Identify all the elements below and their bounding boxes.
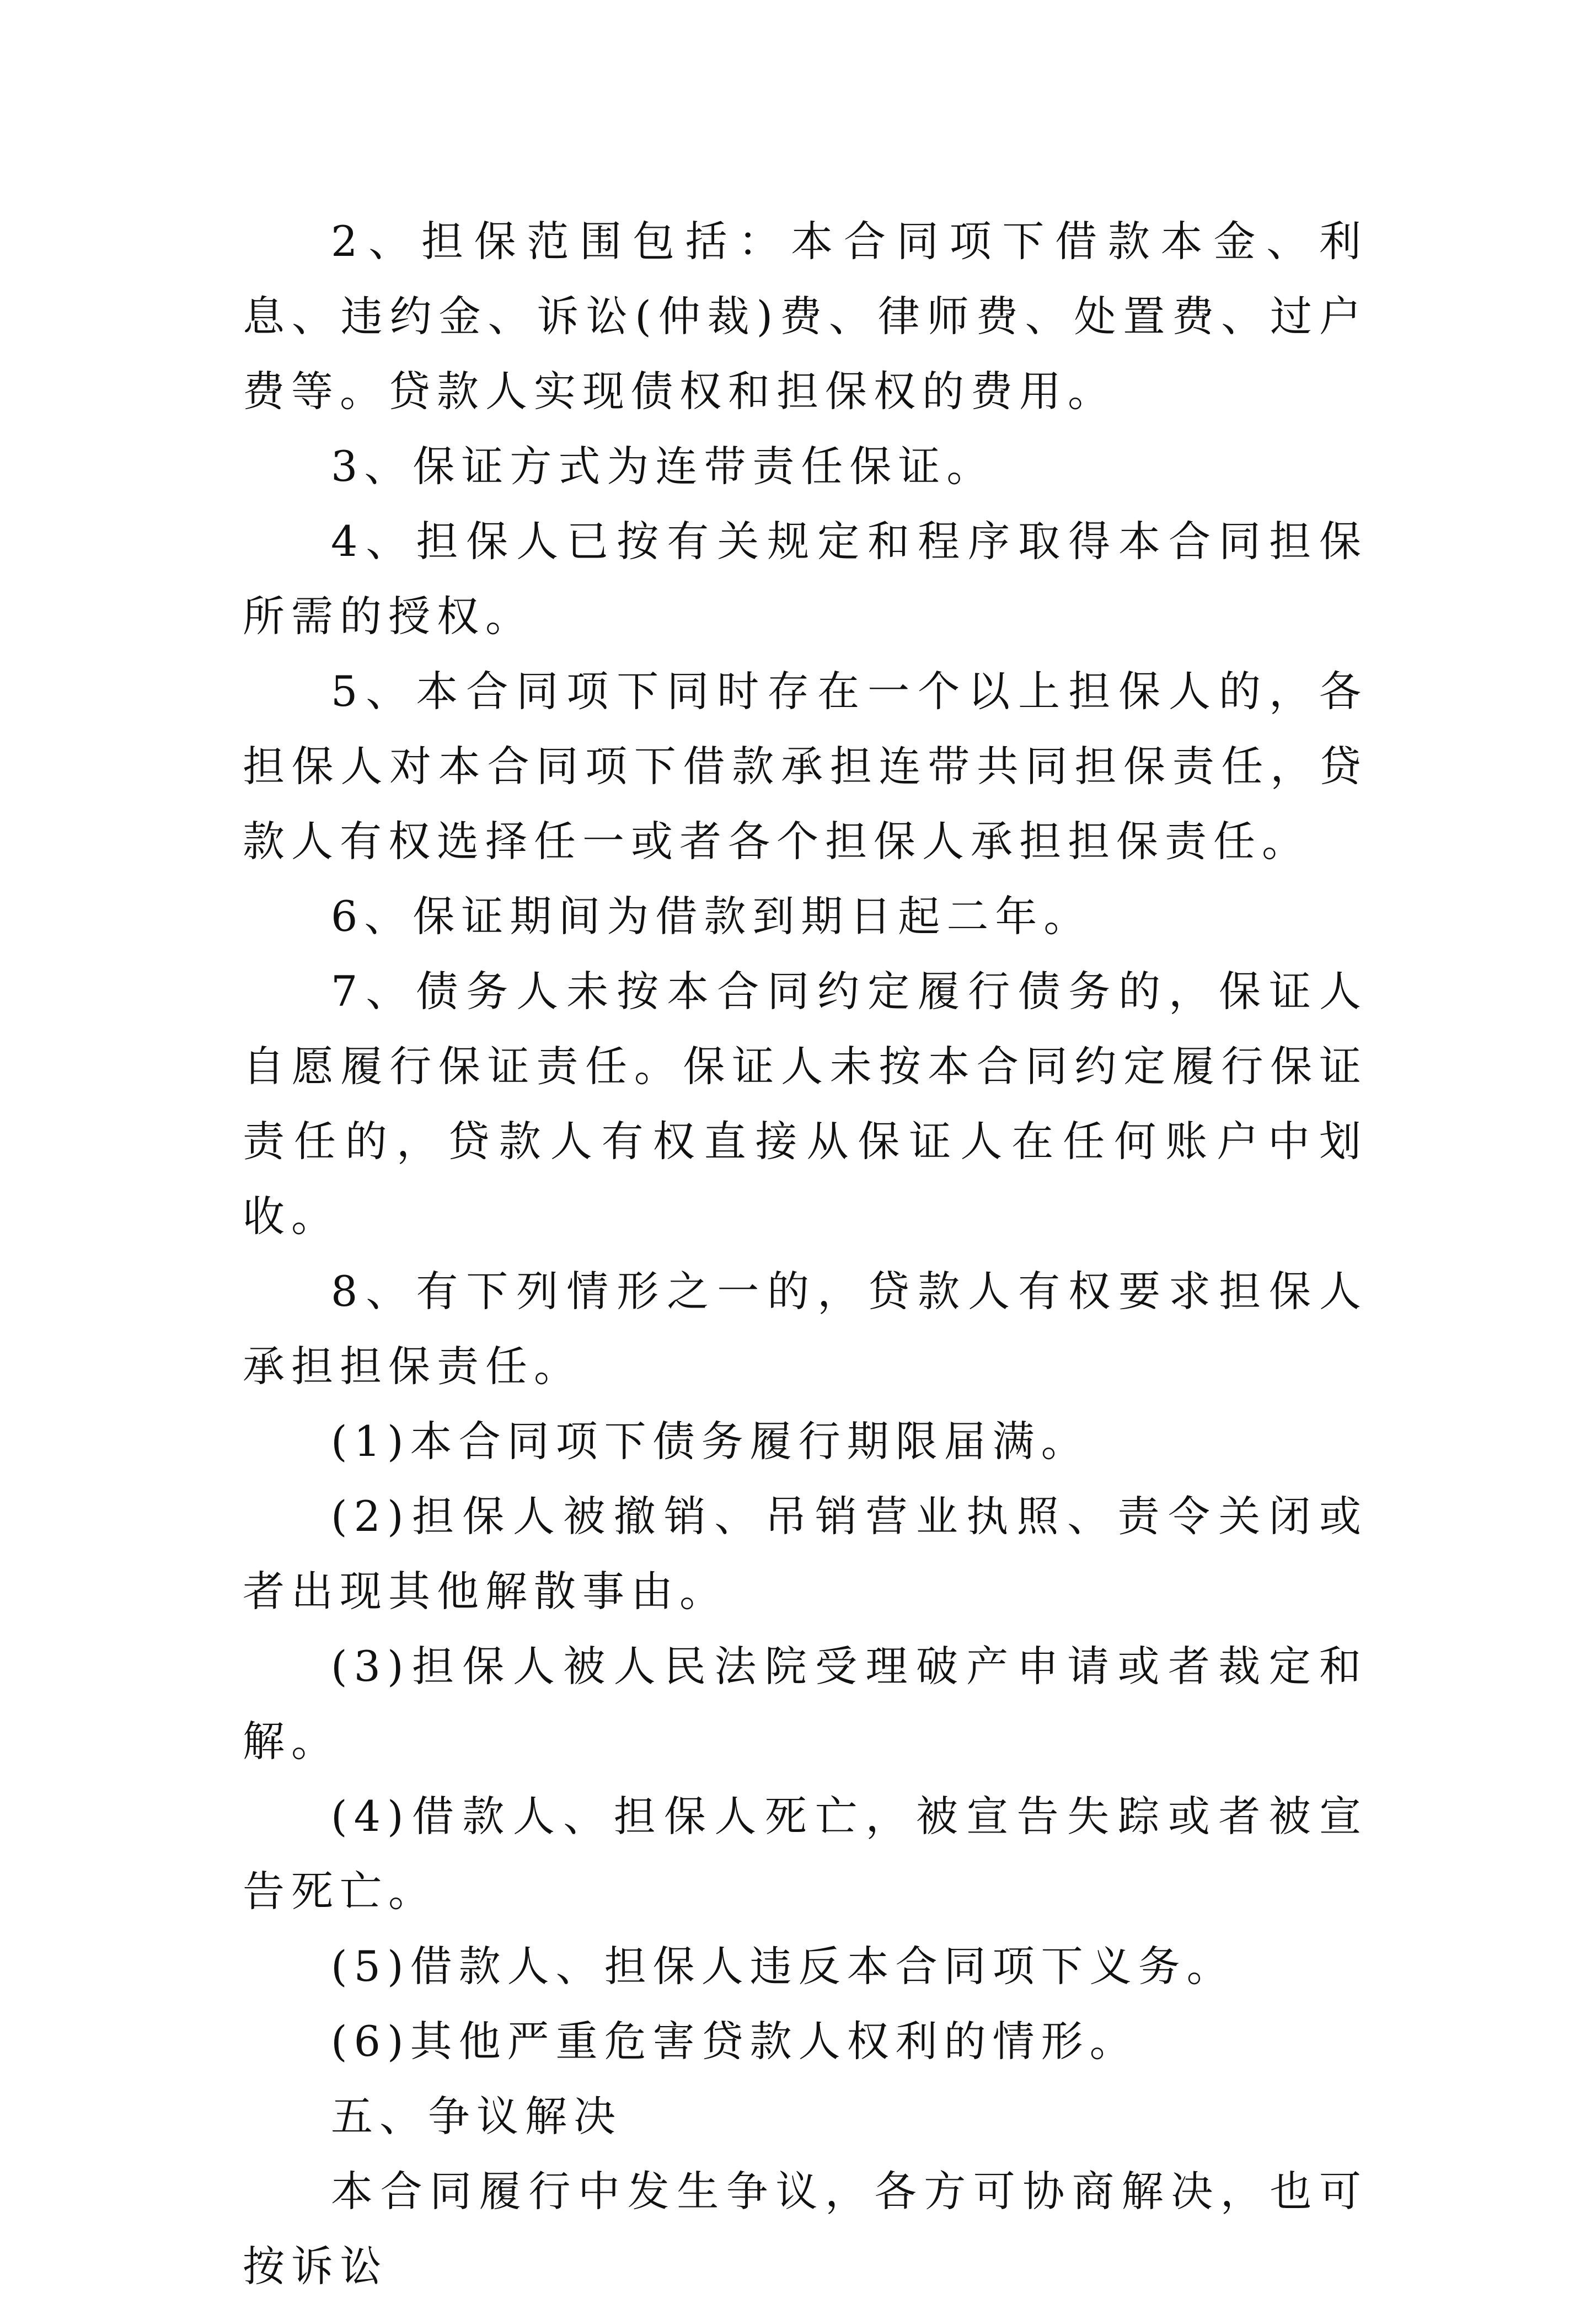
condition-item-2: (2)担保人被撤销、吊销营业执照、责令关闭或者出现其他解散事由。 bbox=[243, 1492, 1368, 1616]
section-heading-dispute-resolution: 五、争议解决 bbox=[331, 2092, 622, 2141]
condition-item-5: (5)借款人、担保人违反本合同项下义务。 bbox=[331, 1942, 1235, 1991]
clause-7-guarantor-liability: 7、债务人未按本合同约定履行债务的，保证人自愿履行保证责任。保证人未按本合同约定履行保证责任的，贷款人有权直接从保证人在任何账户中划收。 bbox=[243, 967, 1368, 1241]
condition-item-6: (6)其他严重危害贷款人权利的情形。 bbox=[331, 2017, 1138, 2066]
clause-6-guarantee-period: 6、保证期间为借款到期日起二年。 bbox=[331, 892, 1092, 941]
clause-4-authorization: 4、担保人已按有关规定和程序取得本合同担保所需的授权。 bbox=[243, 517, 1368, 641]
dispute-resolution-text: 本合同履行中发生争议，各方可协商解决，也可按诉讼 bbox=[243, 2167, 1368, 2291]
clause-5-multiple-guarantors: 5、本合同项下同时存在一个以上担保人的，各担保人对本合同项下借款承担连带共同担保责任，贷款人有权选择任一或者各个担保人承担担保责任。 bbox=[243, 667, 1368, 866]
clause-2-guarantee-scope: 2、担保范围包括：本合同项下借款本金、利息、违约金、诉讼(仲裁)费、律师费、处置费、过户费等。贷款人实现债权和担保权的费用。 bbox=[243, 217, 1368, 416]
document-body bbox=[243, 204, 1368, 2304]
condition-item-3: (3)担保人被人民法院受理破产申请或者裁定和解。 bbox=[243, 1642, 1368, 1766]
clause-3-guarantee-method: 3、保证方式为连带责任保证。 bbox=[331, 442, 995, 491]
clause-8-conditions: 8、有下列情形之一的，贷款人有权要求担保人承担担保责任。 bbox=[243, 1267, 1368, 1391]
condition-item-4: (4)借款人、担保人死亡，被宣告失踪或者被宣告死亡。 bbox=[243, 1792, 1368, 1916]
condition-item-1: (1)本合同项下债务履行期限届满。 bbox=[331, 1417, 1090, 1466]
